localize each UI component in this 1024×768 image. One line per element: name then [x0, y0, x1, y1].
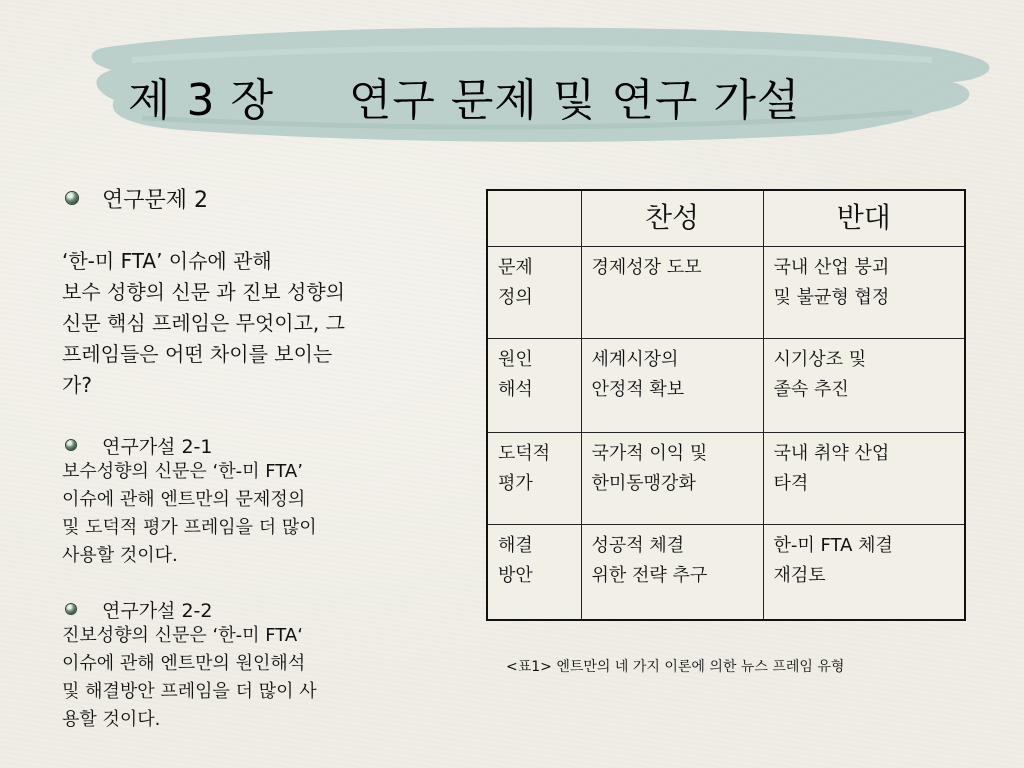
row-label-cell	[487, 338, 581, 432]
con-cell	[763, 524, 965, 620]
pro-cell	[581, 246, 763, 338]
cell-line: 타격	[773, 472, 809, 494]
row-label-line: 해결	[498, 534, 533, 556]
hypothesis-line: 보수성향의 신문은 ‘한-미 FTA’	[62, 461, 303, 482]
hypothesis-line: 이슈에 관해 엔트만의 원인해석	[62, 653, 306, 674]
hypothesis-line: 및 해결방안 프레임을 더 많이 사	[62, 681, 317, 702]
cell-line: 국가적 이익 및	[591, 442, 708, 464]
table-header-row	[487, 190, 965, 246]
hypothesis-line: 사용할 것이다.	[62, 545, 178, 566]
question-line: 프레임들은 어떤 차이를 보이는	[62, 342, 333, 366]
table-caption: <표1> 엔트만의 네 가지 이론에 의한 뉴스 프레임 유형	[506, 659, 845, 675]
question-line: 가?	[62, 373, 92, 397]
row-label-line: 원인	[498, 348, 533, 370]
row-label-cell	[487, 432, 581, 524]
bullet-icon	[66, 440, 76, 450]
cell-line: 국내 산업 붕괴	[773, 256, 890, 278]
pro-cell	[581, 338, 763, 432]
cell-line: 경제성장 도모	[591, 256, 702, 278]
question-line: 보수 성향의 신문 과 진보 성향의	[62, 280, 345, 304]
hypothesis-line: 및 도덕적 평가 프레임을 더 많이	[62, 517, 317, 538]
cell-line: 한-미 FTA 체결	[773, 534, 893, 556]
hypothesis-2-2-text	[62, 622, 317, 734]
row-label-line: 문제	[498, 256, 533, 278]
bullet-icon	[66, 192, 78, 204]
hypothesis-line: 이슈에 관해 엔트만의 문제정의	[62, 489, 306, 510]
row-label-cell	[487, 246, 581, 338]
question-line: 신문 핵심 프레임은 무엇이고, 그	[62, 311, 345, 335]
cell-line: 세계시장의	[591, 348, 679, 370]
slide-title: 제 3 장 연구 문제 및 연구 가설	[128, 75, 801, 126]
cell-line: 졸속 추진	[773, 378, 849, 400]
cell-line: 한미동맹강화	[591, 472, 696, 494]
table-header-con: 반대	[763, 190, 965, 246]
con-cell	[763, 338, 965, 432]
table-row	[487, 246, 965, 338]
cell-line: 시기상조 및	[773, 348, 867, 370]
bullet-icon	[66, 604, 76, 614]
pro-cell	[581, 432, 763, 524]
cell-line: 안정적 확보	[591, 378, 685, 400]
con-cell	[763, 432, 965, 524]
hypothesis-line: 용할 것이다.	[62, 709, 161, 730]
row-label-line: 해석	[498, 378, 533, 400]
table-corner-cell	[487, 190, 581, 246]
table-row	[487, 338, 965, 432]
cell-line: 재검토	[773, 564, 826, 586]
table-row	[487, 432, 965, 524]
news-frame-table	[486, 189, 966, 621]
row-label-line: 평가	[498, 472, 533, 494]
research-question-text	[62, 246, 345, 401]
cell-line: 및 불균형 협정	[773, 286, 890, 308]
table-row	[487, 524, 965, 620]
hypothesis-2-2-heading: 연구가설 2-2	[102, 600, 213, 622]
con-cell	[763, 246, 965, 338]
question-line: ‘한-미 FTA’ 이슈에 관해	[62, 249, 272, 273]
row-label-line: 정의	[498, 286, 533, 308]
pro-cell	[581, 524, 763, 620]
row-label-line: 방안	[498, 564, 533, 586]
table-header-pro: 찬성	[581, 190, 763, 246]
row-label-cell	[487, 524, 581, 620]
row-label-line: 도덕적	[498, 442, 551, 464]
hypothesis-2-1-heading: 연구가설 2-1	[102, 436, 213, 458]
cell-line: 위한 전략 추구	[591, 564, 708, 586]
cell-line: 국내 취약 산업	[773, 442, 890, 464]
hypothesis-line: 진보성향의 신문은 ‘한-미 FTA‘	[62, 625, 303, 646]
cell-line: 성공적 체결	[591, 534, 685, 556]
hypothesis-2-1-text	[62, 458, 317, 570]
research-question-heading: 연구문제 2	[102, 188, 208, 213]
